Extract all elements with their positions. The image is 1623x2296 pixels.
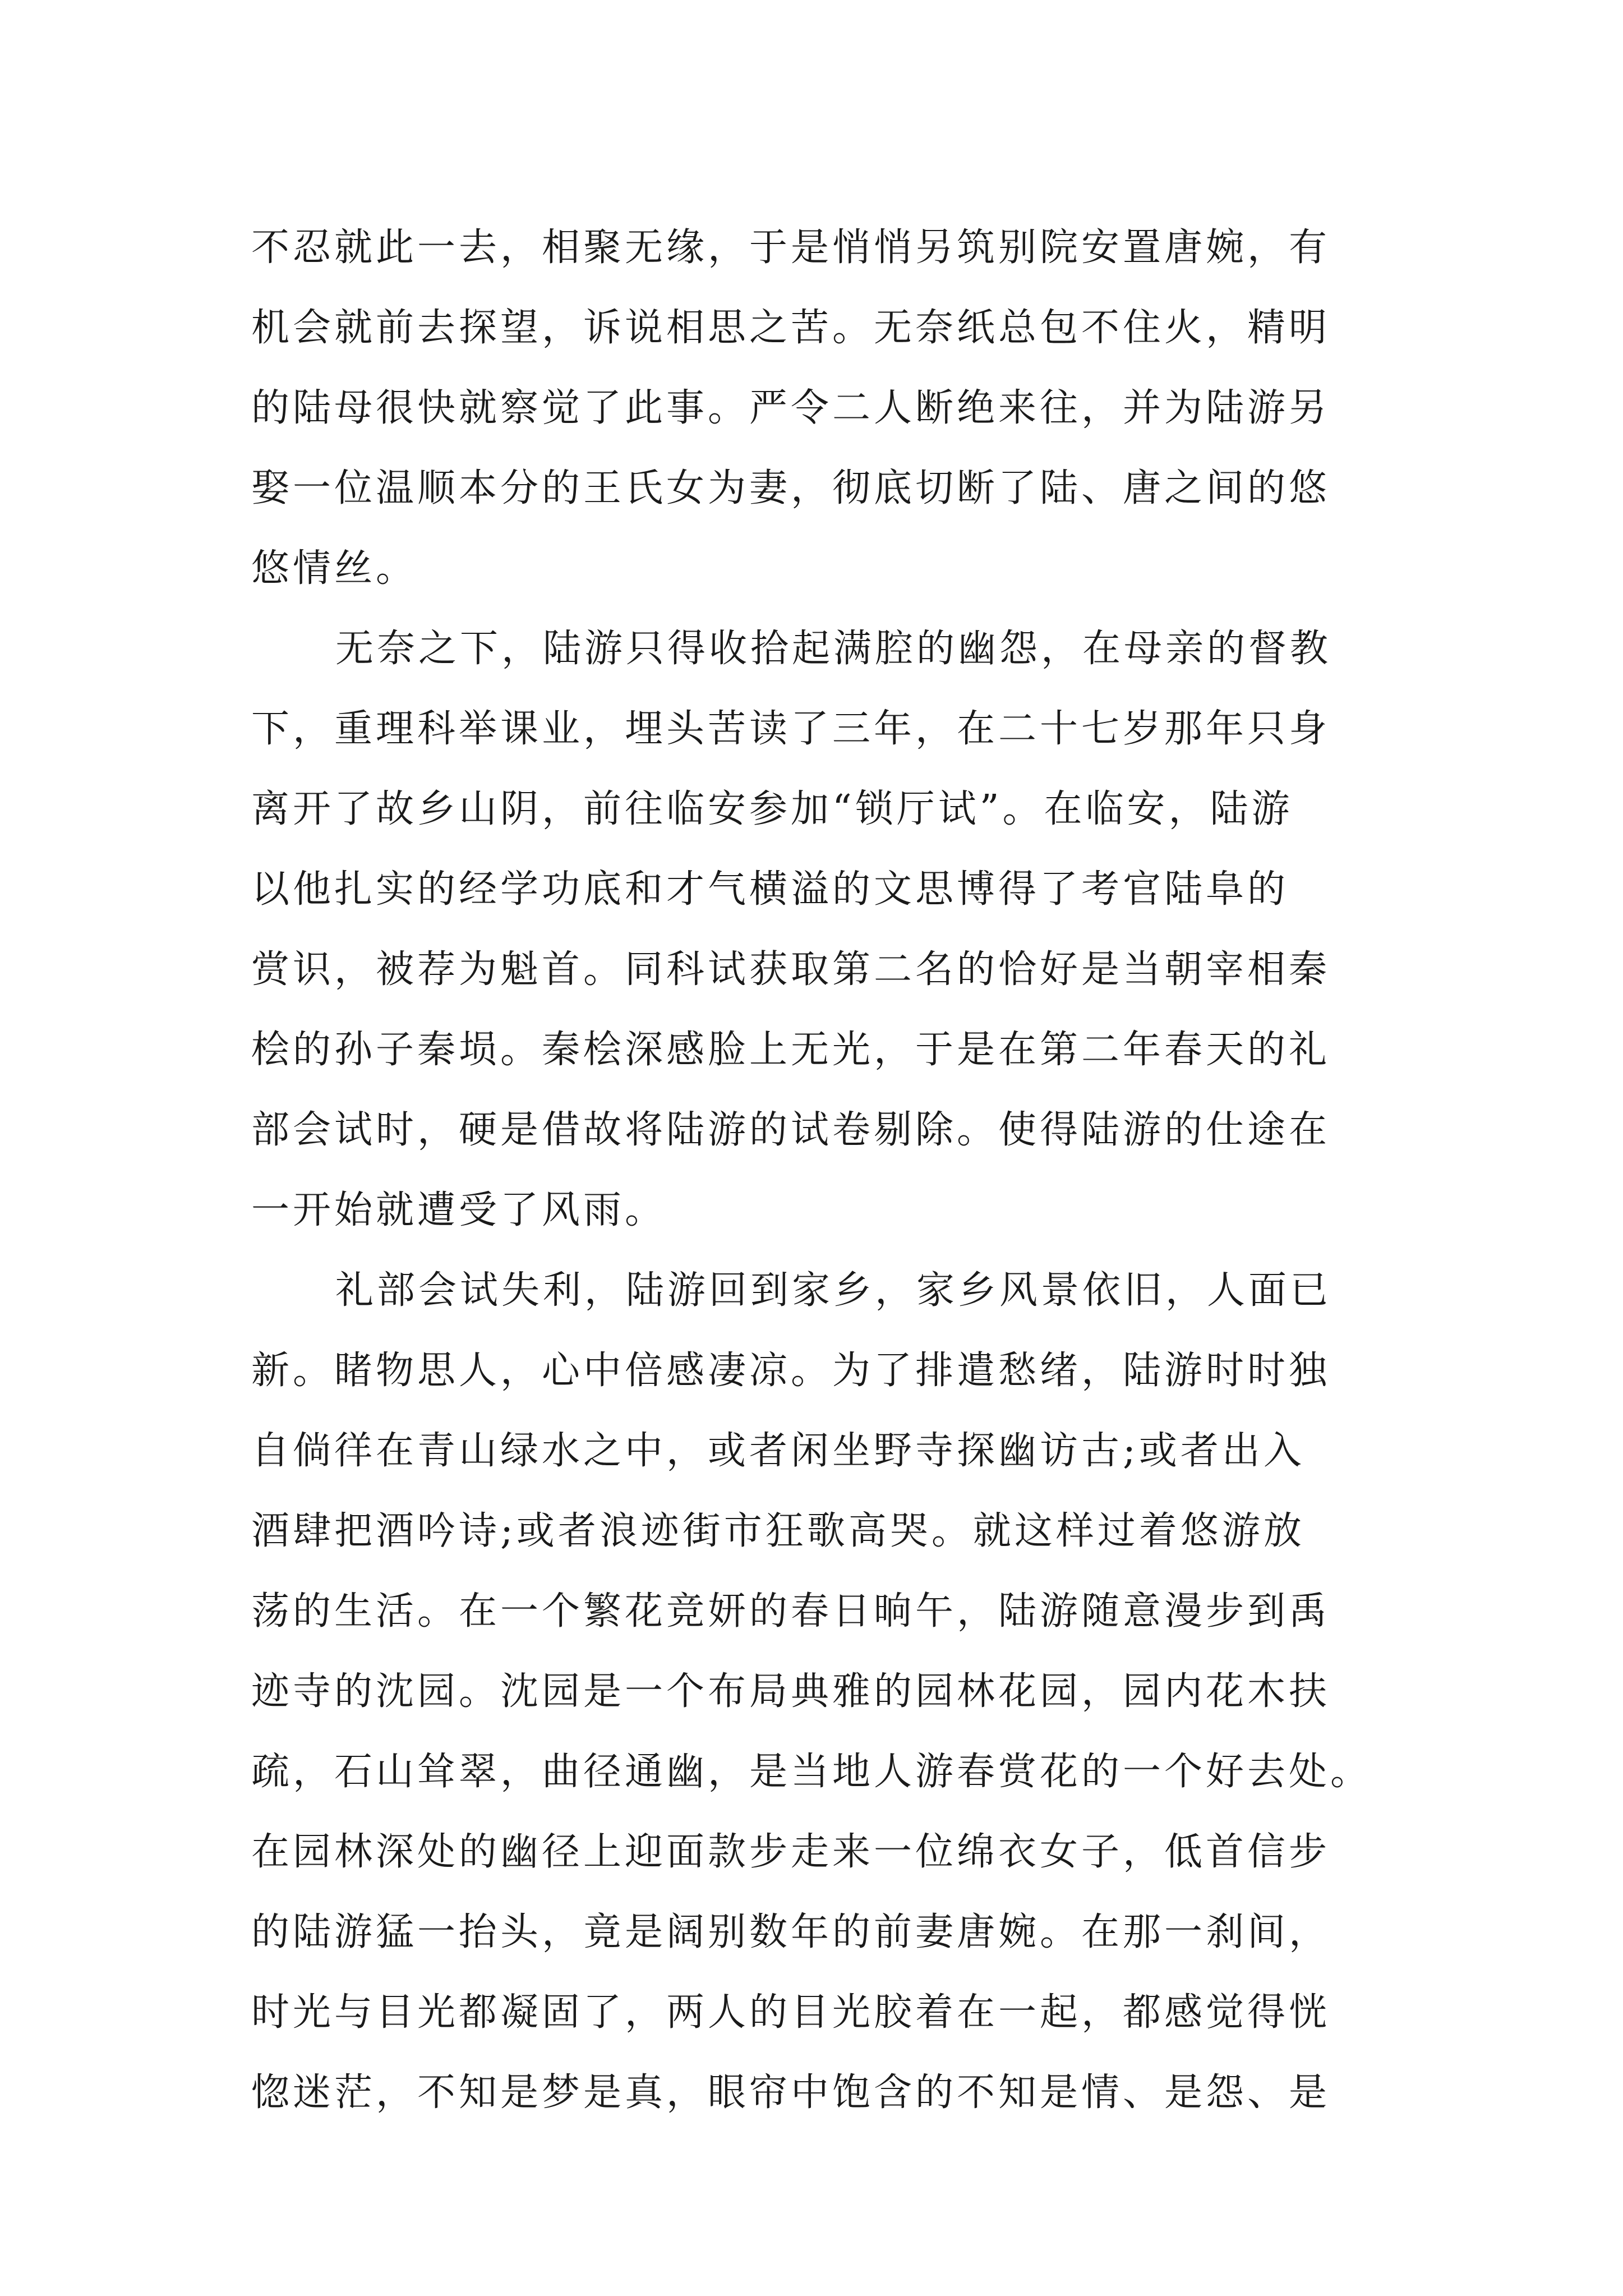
paragraph-2-line-4: 以他扎实的经学功底和才气横溢的文思博得了考官陆阜的 bbox=[251, 867, 1289, 912]
paragraph-3-line-2: 新。睹物思人，心中倍感凄凉。为了排遣愁绪，陆游时时独 bbox=[251, 1349, 1331, 1393]
paragraph-1-line-5: 悠情丝。 bbox=[251, 546, 418, 591]
paragraph-3-line-5: 荡的生活。在一个繁花竞妍的春日晌午，陆游随意漫步到禹 bbox=[251, 1589, 1331, 1634]
paragraph-3-line-7: 疏，石山耸翠，曲径通幽，是当地人游春赏花的一个好去处。 bbox=[251, 1750, 1372, 1794]
paragraph-3-line-3: 自倘徉在青山绿水之中，或者闲坐野寺探幽访古;或者出入 bbox=[251, 1429, 1305, 1473]
paragraph-1-line-3: 的陆母很快就察觉了此事。严令二人断绝来往，并为陆游另 bbox=[251, 386, 1331, 430]
paragraph-2-line-6: 桧的孙子秦埙。秦桧深感脸上无光，于是在第二年春天的礼 bbox=[251, 1028, 1331, 1072]
paragraph-3-line-1: 礼部会试失利，陆游回到家乡，家乡风景依旧，人面已 bbox=[335, 1268, 1332, 1313]
paragraph-2-line-8: 一开始就遭受了风雨。 bbox=[251, 1188, 667, 1232]
paragraph-2-line-5: 赏识，被荐为魁首。同科试获取第二名的恰好是当朝宰相秦 bbox=[251, 947, 1331, 992]
paragraph-2-line-3: 离开了故乡山阴，前往临安参加“锁厅试”。在临安，陆游 bbox=[251, 787, 1293, 831]
paragraph-3-line-11: 惚迷茫，不知是梦是真，眼帘中饱含的不知是情、是怨、是 bbox=[251, 2070, 1331, 2115]
paragraph-3-line-8: 在园林深处的幽径上迎面款步走来一位绵衣女子，低首信步 bbox=[251, 1830, 1331, 1874]
paragraph-3-line-10: 时光与目光都凝固了，两人的目光胶着在一起，都感觉得恍 bbox=[251, 1990, 1331, 2035]
paragraph-2-line-2: 下，重理科举课业，埋头苦读了三年，在二十七岁那年只身 bbox=[251, 707, 1331, 751]
paragraph-3-line-4: 酒肆把酒吟诗;或者浪迹街市狂歌高哭。就这样过着悠游放 bbox=[251, 1509, 1305, 1553]
paragraph-1-line-2: 机会就前去探望，诉说相思之苦。无奈纸总包不住火，精明 bbox=[251, 306, 1331, 350]
paragraph-2-line-1: 无奈之下，陆游只得收拾起满腔的幽怨，在母亲的督教 bbox=[335, 627, 1332, 671]
paragraph-1-line-4: 娶一位温顺本分的王氏女为妻，彻底切断了陆、唐之间的悠 bbox=[251, 466, 1331, 510]
paragraph-2-line-7: 部会试时，硬是借故将陆游的试卷剔除。使得陆游的仕途在 bbox=[251, 1108, 1331, 1152]
paragraph-1-line-1: 不忍就此一去，相聚无缘，于是悄悄另筑别院安置唐婉，有 bbox=[251, 226, 1331, 270]
paragraph-3-line-9: 的陆游猛一抬头，竟是阔别数年的前妻唐婉。在那一刹间， bbox=[251, 1910, 1331, 1954]
document-body bbox=[251, 208, 1395, 2133]
paragraph-3-line-6: 迹寺的沈园。沈园是一个布局典雅的园林花园，园内花木扶 bbox=[251, 1669, 1331, 1714]
